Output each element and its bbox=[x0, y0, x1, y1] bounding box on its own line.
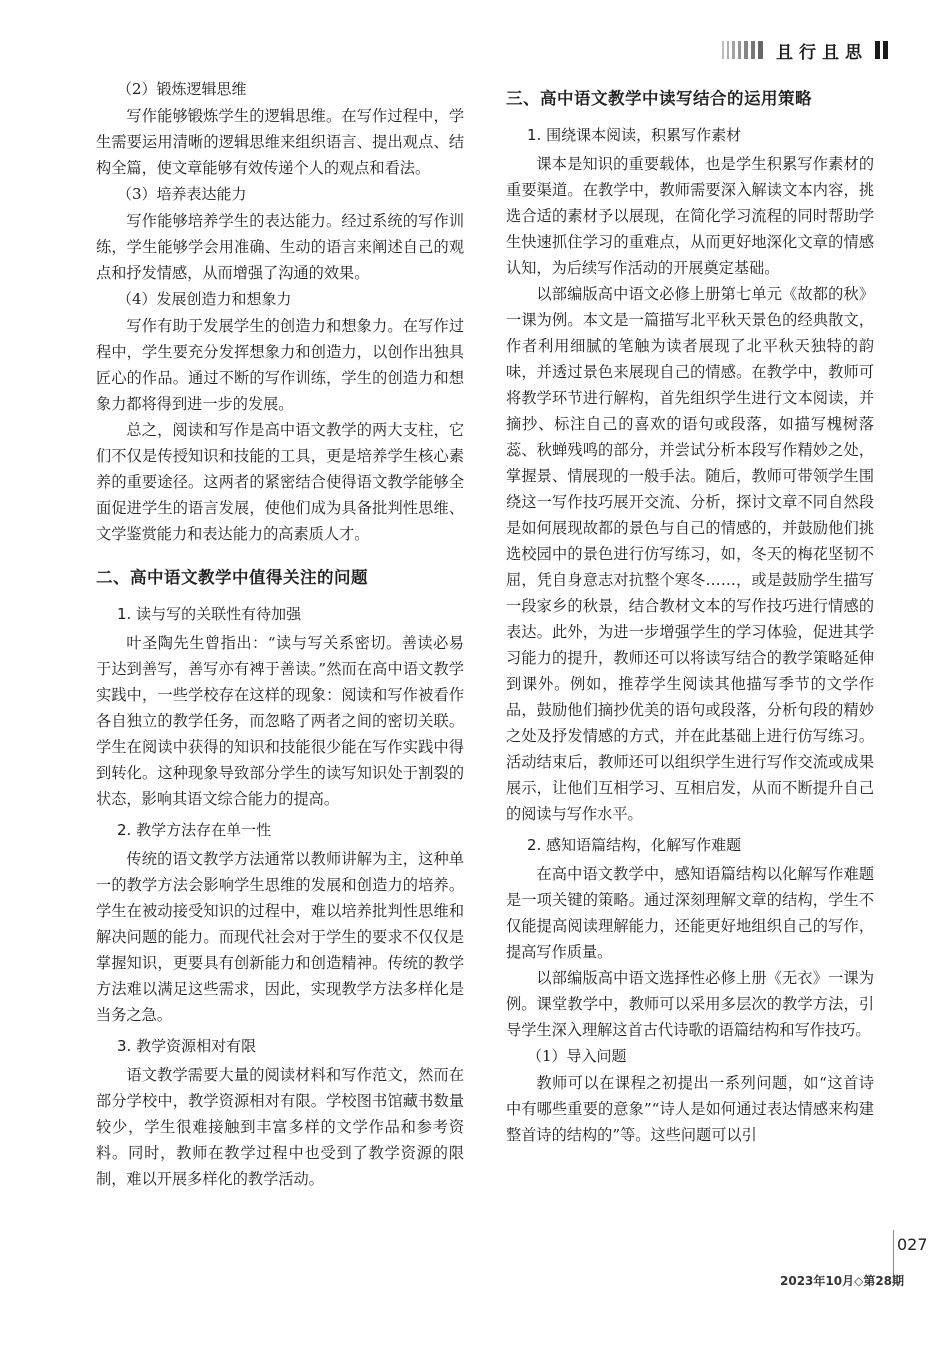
subsection-heading: 2. 感知语篇结构，化解写作难题 bbox=[527, 836, 742, 854]
header-stripes bbox=[722, 41, 766, 59]
section-heading: 三、高中语文教学中读写结合的运用策略 bbox=[506, 89, 812, 108]
header-stripe bbox=[758, 41, 763, 59]
subsection-title: （3）培养表达能力 bbox=[117, 185, 247, 203]
header-stripe bbox=[727, 41, 729, 59]
right-column bbox=[506, 86, 874, 1148]
page-number: 027 bbox=[897, 1235, 928, 1254]
section-heading: 二、高中语文教学中值得关注的问题 bbox=[96, 568, 368, 587]
header-bar bbox=[883, 41, 888, 59]
paragraph: 写作能够锻炼学生的逻辑思维。在写作过程中，学生需要运用清晰的逻辑思维来组织语言、提出观点、结构全篇，使文章能够有效传递个人的观点和看法。 bbox=[96, 107, 464, 177]
paragraph: 以部编版高中语文必修上册第七单元《故都的秋》一课为例。本文是一篇描写北平秋天景色的经典散文，作者利用细腻的笔触为读者展现了北平秋天独特的韵味，并透过景色来展现自己的情感。在教学中，教师可将教学环节进行解构，首先组织学生进行文本阅读，并摘抄、标注自己的喜欢的语句或段落，如描写槐树落蕊、秋蝉残鸣的部分，并尝试分析本段写作精妙之处，掌握景、情展现的一般手法。随后，教师可带领学生围绕这一写作技巧展开交流、分析，探讨文章不同自然段是如何展现故都的景色与自己的情感的，并鼓励他们挑选校园中的景色进行仿写练习，如，冬天的梅花坚韧不屈，凭自身意志对抗整个寒冬……，或是鼓励学生描写一段家乡的秋景，结合教材文本的写作技巧进行情感的表达。此外，为进一步增强学生的学习体验，促进其学习能力的提升，教师还可以将读写结合的教学策略延伸到课外。例如，推荐学生阅读其他描写季节的文学作品，鼓励他们摘抄优美的语句或段落，分析句段的精妙之处及抒发情感的方式，并在此基础上进行仿写练习。活动结束后，教师还可以组织学生进行写作交流或成果展示，让他们互相学习、互相启发，从而不断提升自己的阅读与写作水平。 bbox=[506, 285, 874, 823]
paragraph: 课本是知识的重要载体，也是学生积累写作素材的重要渠道。在教学中，教师需要深入解读文本内容，挑选合适的素材予以展现，在简化学习流程的同时帮助学生快速抓住学习的重难点，从而更好地深化文章的情感认知，为后续写作活动的开展奠定基础。 bbox=[506, 155, 874, 277]
header-end-bars bbox=[872, 41, 888, 59]
paragraph: 传统的语文教学方法通常以教师讲解为主，这种单一的教学方法会影响学生思维的发展和创造力的培养。学生在被动接受知识的过程中，难以培养批判性思维和解决问题的能力。而现代社会对于学生的要求不仅仅是掌握知识，更要具有创新能力和创造精神。传统的教学方法难以满足这些需求，因此，实现教学方法多样化是当务之急。 bbox=[96, 850, 464, 1024]
left-column bbox=[96, 76, 464, 1192]
subsection-title: （1）导入问题 bbox=[527, 1047, 627, 1065]
subsection-title: （4）发展创造力和想象力 bbox=[117, 290, 292, 308]
subsection-title: （2）锻炼逻辑思维 bbox=[117, 80, 247, 98]
paragraph: 叶圣陶先生曾指出：“读与写关系密切。善读必易于达到善写，善写亦有裨于善读。”然而在高中语文教学实践中，一些学校存在这样的现象：阅读和写作被看作各自独立的教学任务，而忽略了两者之间的密切关联。学生在阅读中获得的知识和技能很少能在写作实践中得到转化。这种现象导致部分学生的读写知识处于割裂的状态，影响其语文综合能力的提高。 bbox=[96, 634, 464, 808]
paragraph: 写作有助于发展学生的创造力和想象力。在写作过程中，学生要充分发挥想象力和创造力，以创作出独具匠心的作品。通过不断的写作训练，学生的创造力和想象力都将得到进一步的发展。 bbox=[96, 317, 464, 413]
running-header bbox=[722, 38, 888, 62]
subsection-heading: 3. 教学资源相对有限 bbox=[117, 1037, 257, 1055]
paragraph: 教师可以在课程之初提出一系列问题，如“这首诗中有哪些重要的意象”“诗人是如何通过表达情感来构建整首诗的结构的”等。这些问题可以引 bbox=[506, 1074, 874, 1144]
paragraph: 语文教学需要大量的阅读材料和写作范文，然而在部分学校中，教学资源相对有限。学校图书馆藏书数量较少，学生很难接触到丰富多样的文学作品和参考资料。同时，教师在教学过程中也受到了教学资源的限制，难以开展多样化的教学活动。 bbox=[96, 1066, 464, 1188]
header-stripe bbox=[751, 41, 755, 59]
paragraph: 总之，阅读和写作是高中语文教学的两大支柱，它们不仅是传授知识和技能的工具，更是培养学生核心素养的重要途径。这两者的紧密结合使得语文教学能够全面促进学生的语言发展，使他们成为具备批判性思维、文学鉴赏能力和表达能力的高素质人才。 bbox=[96, 421, 464, 543]
header-bar bbox=[875, 41, 880, 59]
header-stripe bbox=[738, 41, 741, 59]
header-title: 且行且思 bbox=[776, 42, 868, 63]
header-stripe bbox=[732, 41, 735, 59]
issue-label: 2023年10月◇第28期 bbox=[780, 1274, 905, 1288]
paragraph: 在高中语文教学中，感知语篇结构以化解写作难题是一项关键的策略。通过深刻理解文章的结构，学生不仅能提高阅读理解能力，还能更好地组织自己的写作，提高写作质量。 bbox=[506, 865, 874, 961]
header-stripe bbox=[744, 41, 748, 59]
subsection-heading: 2. 教学方法存在单一性 bbox=[117, 821, 272, 839]
subsection-heading: 1. 围绕课本阅读，积累写作素材 bbox=[527, 126, 742, 144]
subsection-heading: 1. 读与写的关联性有待加强 bbox=[117, 605, 302, 623]
header-stripe bbox=[722, 41, 724, 59]
paragraph: 以部编版高中语文选择性必修上册《无衣》一课为例。课堂教学中，教师可以采用多层次的教学方法，引导学生深入理解这首古代诗歌的语篇结构和写作技巧。 bbox=[506, 969, 874, 1039]
paragraph: 写作能够培养学生的表达能力。经过系统的写作训练，学生能够学会用准确、生动的语言来阐述自己的观点和抒发情感，从而增强了沟通的效果。 bbox=[96, 212, 464, 282]
